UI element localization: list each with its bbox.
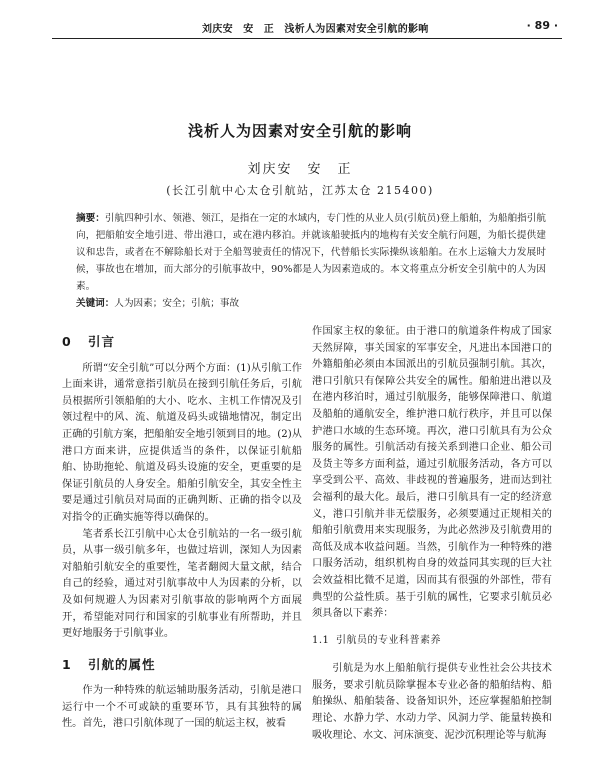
article-title: 浅析人为因素对安全引航的影响	[187, 122, 412, 140]
subsection-heading-1-1	[312, 633, 552, 650]
section-number: 1	[62, 656, 72, 672]
right-column	[312, 324, 552, 744]
keywords	[76, 295, 546, 312]
keywords-text: 人为因素；安全；引航；事故	[114, 298, 240, 309]
section-heading-0	[62, 334, 302, 351]
article-authors: 刘庆安 安 正	[247, 162, 353, 177]
section-title: 引航的属性	[88, 656, 156, 672]
running-header	[52, 16, 562, 39]
subsection-title: 引航员的专业科普素养	[336, 634, 441, 646]
paragraph-attributes-1: 作为一种特殊的航运辅助服务活动，引航是港口运行中一个不可或缺的重要环节，具有其独特的属性。首先，港口引航体现了一国的航运主权，被看	[62, 685, 302, 730]
running-title: 刘庆安 安 正 浅析人为因素对安全引航的影响	[202, 24, 429, 35]
subsection-number: 1.1	[312, 634, 330, 646]
left-column	[62, 322, 302, 733]
paragraph-intro-2: 笔者系长江引航中心太仓引航站的一名一级引航员，从事一级引航多年，也做过培训，深知人为因素对船舶引航安全的重要性，笔者翻阅大量文献，结合自己的经验，通过对引航事故中人为因素的分析，以及如何规避人为因素对引航事故的影响两个方面展开，希望能对同行和国家的引航事业有所帮助，并且更好地服务于引航事业。	[62, 528, 302, 640]
paragraph-intro-1: 所谓“安全引航”可以分两个方面：(1)从引航工作上面来讲，通常意指引航员在接到引航任务后，引航员根据所引领船舶的大小、吃水、主机工作情况及引领过程中的风、流、航道及码头或锚地情况，制定出正确的引航方案，把船舶安全地引领到目的地。(2)从港口方面来讲，应提供适当的条件，以保证引航船舶、协助拖轮、航道及码头设施的安全，更重要的是保证引航员的人身安全。船舶引航安全，其安全性主要是通过引航员对局面的正确判断、正确的指令以及对指令的正确实施等得以确保的。	[62, 362, 302, 523]
abstract-text: 引航四种引水、领港、领江，是指在一定的水域内，专门性的从业人员(引航员)登上船舶，为船舶指引航向，把船舶安全地引进、带出港口，或在港内移泊。并就该船驶抵内的地构有关安全航行问题，为船长提供建议和忠告，或者在不解除船长对于全船驾驶责任的情况下，代替船长实际操纵该船舶。在水上运输大力发展时候，事故也在增加，而大部分的引航事故中，90%都是人为因素造成的。本文将重点分析安全引航中的人为因素。	[76, 213, 546, 292]
author-affiliation: (长江引航中心太仓引航站，江苏太仓 215400)	[166, 184, 434, 197]
section-title: 引言	[88, 334, 116, 349]
paragraph-professional-literacy: 引航是为水上船舶航行提供专业性社会公共技术服务，要求引航员除掌握本专业必备的船舶结构、船舶操纵、船舶装备、设备知识外，还应掌握船舶控制理论、水静力学、水动力学、风洞力学、能量转换和吸收理论、水文、河床演变、泥沙沉积理论等与航海	[312, 663, 552, 741]
page-number: · 89 ·	[526, 19, 558, 32]
section-heading-1	[62, 657, 302, 674]
abstract-label: 摘要：	[76, 213, 105, 224]
keywords-label: 关键词：	[76, 298, 115, 309]
abstract	[76, 210, 546, 295]
section-number: 0	[62, 334, 72, 349]
paragraph-attributes-continued: 作国家主权的象征。由于港口的航道条件构成了国家天然屏障，事关国家的军事安全，凡进出本国港口的外籍船舶必须由本国派出的引航员强制引航。其次，港口引航只有保障公共安全的属性。船舶进出港以及在港内移泊时，通过引航服务，能够保障港口、航道及船舶的通航安全，维护港口航行秩序，并且可以保护港口水域的生态环境。再次，港口引航具有为公众服务的属性。引航活动有接关系到港口企业、船公司及货主等多方面利益，通过引航服务活动，各方可以享受到公平、高效、非歧视的普遍服务，进而达到社会福利的最大化。最后，港口引航具有一定的经济意义，港口引航并非无偿服务，必须要通过正规相关的船舶引航费用来实现服务，为此必然涉及引航费用的高低及成本收益问题。当然，引航作为一种特殊的港口服务活动，组织机构自身的效益同其实现的巨大社会效益相比微不足道，因而其有很强的外部性，带有典型的公益性质。基于引航的属性，它要求引航员必须具备以下素养：	[312, 326, 552, 620]
